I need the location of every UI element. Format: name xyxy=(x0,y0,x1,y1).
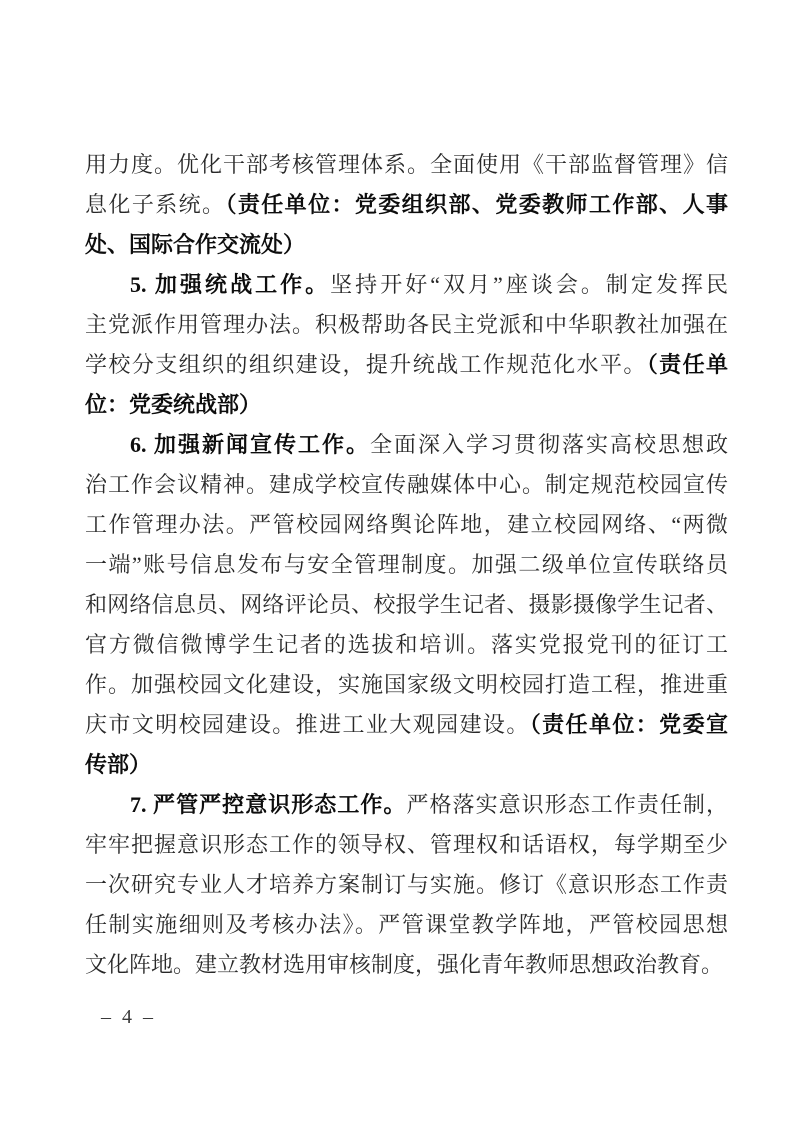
text-line xyxy=(85,785,728,825)
text-segment: 作。加强校园文化建设，实施国家级文明校园打造工程，推进重 xyxy=(85,672,728,697)
text-segment: 工作管理办法。严管校园网络舆论阵地，建立校园网络、“两微 xyxy=(85,512,728,537)
text-segment: 和网络信息员、网络评论员、校报学生记者、摄影摄像学生记者、 xyxy=(85,592,728,617)
text-segment: 牢牢把握意识形态工作的领导权、管理权和话语权，每学期至少 xyxy=(85,832,728,857)
text-line xyxy=(85,145,728,185)
text-line xyxy=(85,585,728,625)
text-line xyxy=(85,185,728,225)
text-line xyxy=(85,425,728,465)
text-segment: 全面深入学习贯彻落实高校思想政 xyxy=(370,432,728,457)
text-segment: 任制实施细则及考核办法》。严管课堂教学阵地，严管校园思想 xyxy=(85,912,728,937)
text-line xyxy=(85,625,728,665)
bold-text-segment: 6. 加强新闻宣传工作。 xyxy=(130,432,370,457)
text-segment: 一次研究专业人才培养方案制订与实施。修订《意识形态工作责 xyxy=(85,872,728,897)
text-line xyxy=(85,865,728,905)
text-line xyxy=(85,905,728,945)
text-line xyxy=(85,825,728,865)
text-line xyxy=(85,305,728,345)
text-line xyxy=(85,505,728,545)
text-segment: 严格落实意识形态工作责任制， xyxy=(406,792,728,817)
bold-text-segment: 7. 严管严控意识形态工作。 xyxy=(130,792,407,817)
text-line xyxy=(85,225,728,265)
text-segment: 用力度。优化干部考核管理体系。全面使用《干部监督管理》信 xyxy=(85,152,728,177)
text-line xyxy=(85,665,728,705)
text-segment: 庆市文明校园建设。推进工业大观园建设。 xyxy=(85,712,530,737)
bold-text-segment: （责任单 xyxy=(646,352,728,377)
text-segment: 息化子系统。 xyxy=(85,192,226,217)
bold-text-segment: 位：党委统战部） xyxy=(85,392,262,417)
text-line xyxy=(85,465,728,505)
text-line xyxy=(85,265,728,305)
document-body xyxy=(85,145,728,985)
text-line xyxy=(85,945,728,985)
text-line xyxy=(85,345,728,385)
text-segment: 学校分支组织的组织建设，提升统战工作规范化水平。 xyxy=(85,352,647,377)
text-line xyxy=(85,705,728,745)
bold-text-segment: 5. 加强统战工作。 xyxy=(130,272,331,297)
page-number: – 4 – xyxy=(101,1006,156,1028)
text-line xyxy=(85,745,728,785)
text-line xyxy=(85,545,728,585)
text-segment: 文化阵地。建立教材选用审核制度，强化青年教师思想政治教育。 xyxy=(85,952,724,977)
text-segment: 一端”账号信息发布与安全管理制度。加强二级单位宣传联络员 xyxy=(85,552,728,577)
text-segment: 坚持开好“双月”座谈会。制定发挥民 xyxy=(330,272,728,297)
text-segment: 主党派作用管理办法。积极帮助各民主党派和中华职教社加强在 xyxy=(85,312,728,337)
bold-text-segment: （责任单位：党委组织部、党委教师工作部、人事 xyxy=(225,192,728,217)
bold-text-segment: 传部） xyxy=(85,752,152,777)
bold-text-segment: （责任单位：党委宣 xyxy=(529,712,728,737)
bold-text-segment: 处、国际合作交流处） xyxy=(85,232,306,257)
text-line xyxy=(85,385,728,425)
text-segment: 治工作会议精神。建成学校宣传融媒体中心。制定规范校园宣传 xyxy=(85,472,728,497)
text-segment: 官方微信微博学生记者的选拔和培训。落实党报党刊的征订工 xyxy=(85,632,728,657)
